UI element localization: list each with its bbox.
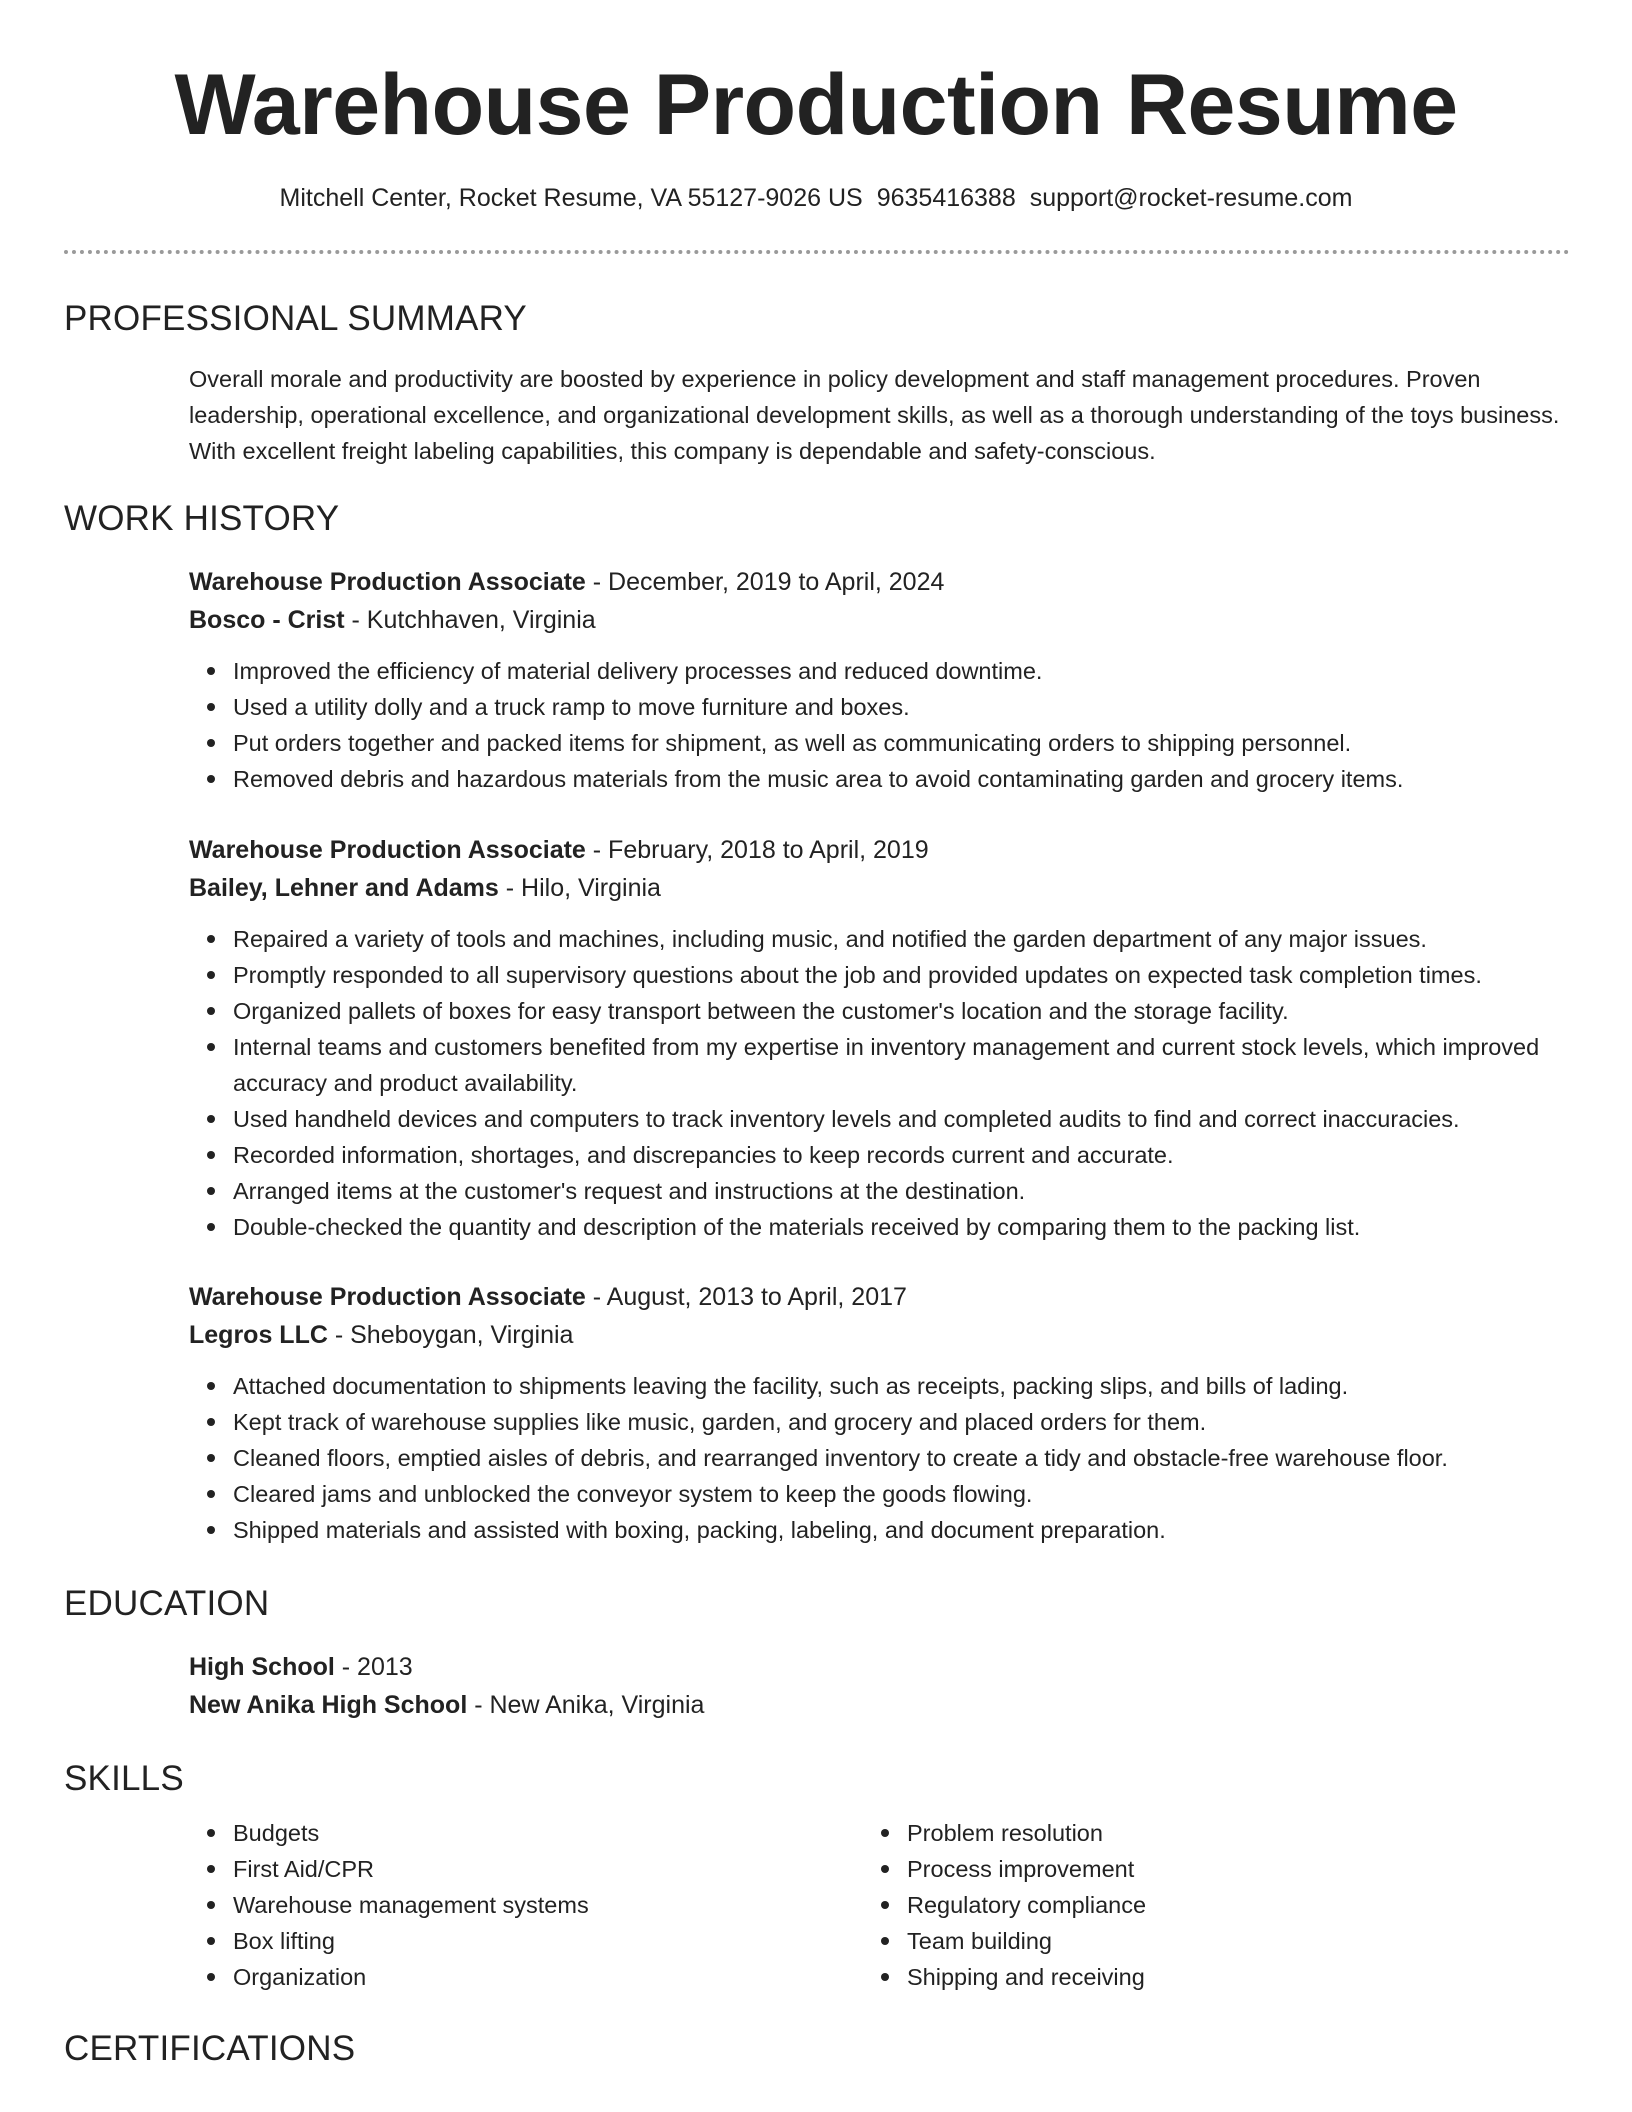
list-item: Used a utility dolly and a truck ramp to move furniture and boxes. <box>189 689 1569 725</box>
job-location: - Sheboygan, Virginia <box>327 1321 574 1349</box>
section-title-work: WORK HISTORY <box>64 499 340 538</box>
contact-email: support@rocket-resume.com <box>1029 184 1353 212</box>
contact-address: Mitchell Center, Rocket Resume, VA 55127-9026 US <box>279 184 863 212</box>
skill-item: First Aid/CPR <box>189 1851 789 1887</box>
list-item: Cleared jams and unblocked the conveyor system to keep the goods flowing. <box>189 1476 1569 1512</box>
section-title-skills: SKILLS <box>64 1759 184 1798</box>
section-title-summary: PROFESSIONAL SUMMARY <box>64 299 527 338</box>
education-location: - New Anika, Virginia <box>467 1691 705 1719</box>
contact-phone: 9635416388 <box>876 184 1016 212</box>
job-entry <box>189 563 1569 797</box>
section-title-certifications: CERTIFICATIONS <box>64 2029 356 2068</box>
skill-item: Problem resolution <box>863 1815 1463 1851</box>
list-item: Promptly responded to all supervisory questions about the job and provided updates on expected task completion times. <box>189 957 1569 993</box>
skill-item: Box lifting <box>189 1923 789 1959</box>
job-role: Warehouse Production Associate <box>189 836 586 864</box>
education-year: - 2013 <box>334 1653 413 1681</box>
skills-list-left <box>189 1815 789 1995</box>
summary-text: Overall morale and productivity are boosted by experience in policy development and staff management procedures. Proven leadership, operational excellence, and organizational development skills, as well as a thorough understanding of the toys business. With excellent freight labeling capabilities, this company is dependable and safety-conscious. <box>189 366 1560 464</box>
job-title-line <box>189 831 1569 869</box>
job-dates: - February, 2018 to April, 2019 <box>585 836 929 864</box>
list-item: Improved the efficiency of material delivery processes and reduced downtime. <box>189 653 1569 689</box>
skills-grid <box>189 1815 1569 2005</box>
job-entry <box>189 831 1569 1245</box>
list-item: Removed debris and hazardous materials from the music area to avoid contaminating garden and grocery items. <box>189 761 1569 797</box>
section-title-education: EDUCATION <box>64 1584 270 1623</box>
skills-column-right <box>863 1815 1463 1995</box>
list-item: Arranged items at the customer's request and instructions at the destination. <box>189 1173 1569 1209</box>
skill-item: Team building <box>863 1923 1463 1959</box>
list-item: Used handheld devices and computers to track inventory levels and completed audits to find and correct inaccuracies. <box>189 1101 1569 1137</box>
skill-item: Organization <box>189 1959 789 1995</box>
job-company-line <box>189 1316 1569 1354</box>
education-school: New Anika High School <box>189 1691 468 1719</box>
education-school-line <box>189 1686 1569 1724</box>
education-degree: High School <box>189 1653 335 1681</box>
skill-item: Regulatory compliance <box>863 1887 1463 1923</box>
list-item: Recorded information, shortages, and discrepancies to keep records current and accurate. <box>189 1137 1569 1173</box>
job-company: Bailey, Lehner and Adams <box>189 874 499 902</box>
list-item: Internal teams and customers benefited from my expertise in inventory management and current stock levels, which improved accuracy and product availability. <box>189 1029 1569 1101</box>
job-company: Legros LLC <box>189 1321 328 1349</box>
skill-item: Warehouse management systems <box>189 1887 789 1923</box>
list-item: Double-checked the quantity and description of the materials received by comparing them to the packing list. <box>189 1209 1569 1245</box>
job-company-line <box>189 869 1569 907</box>
education-degree-line <box>189 1648 1569 1686</box>
job-dates: - August, 2013 to April, 2017 <box>585 1283 907 1311</box>
list-item: Attached documentation to shipments leaving the facility, such as receipts, packing slips, and bills of lading. <box>189 1368 1569 1404</box>
job-title-line <box>189 563 1569 601</box>
skill-item: Budgets <box>189 1815 789 1851</box>
header-divider <box>64 250 1570 254</box>
resume-title: Warehouse Production Resume <box>174 57 1458 153</box>
job-entry <box>189 1278 1569 1548</box>
job-bullets <box>189 921 1569 1245</box>
job-title-line <box>189 1278 1569 1316</box>
job-bullets <box>189 1368 1569 1548</box>
list-item: Shipped materials and assisted with boxing, packing, labeling, and document preparation. <box>189 1512 1569 1548</box>
list-item: Kept track of warehouse supplies like music, garden, and grocery and placed orders for them. <box>189 1404 1569 1440</box>
list-item: Cleaned floors, emptied aisles of debris, and rearranged inventory to create a tidy and obstacle-free warehouse floor. <box>189 1440 1569 1476</box>
education-entry <box>189 1648 1569 1724</box>
skill-item: Process improvement <box>863 1851 1463 1887</box>
job-dates: - December, 2019 to April, 2024 <box>585 568 945 596</box>
job-company-line <box>189 601 1569 639</box>
job-role: Warehouse Production Associate <box>189 568 586 596</box>
list-item: Repaired a variety of tools and machines, including music, and notified the garden department of any major issues. <box>189 921 1569 957</box>
job-company: Bosco - Crist <box>189 606 345 634</box>
skills-list-right <box>863 1815 1463 1995</box>
job-location: - Hilo, Virginia <box>498 874 661 902</box>
skills-column-left <box>189 1815 789 1995</box>
skill-item: Shipping and receiving <box>863 1959 1463 1995</box>
contact-line <box>0 181 1632 215</box>
job-role: Warehouse Production Associate <box>189 1283 586 1311</box>
job-location: - Kutchhaven, Virginia <box>344 606 596 634</box>
job-bullets <box>189 653 1569 797</box>
list-item: Put orders together and packed items for shipment, as well as communicating orders to shipping personnel. <box>189 725 1569 761</box>
list-item: Organized pallets of boxes for easy transport between the customer's location and the storage facility. <box>189 993 1569 1029</box>
